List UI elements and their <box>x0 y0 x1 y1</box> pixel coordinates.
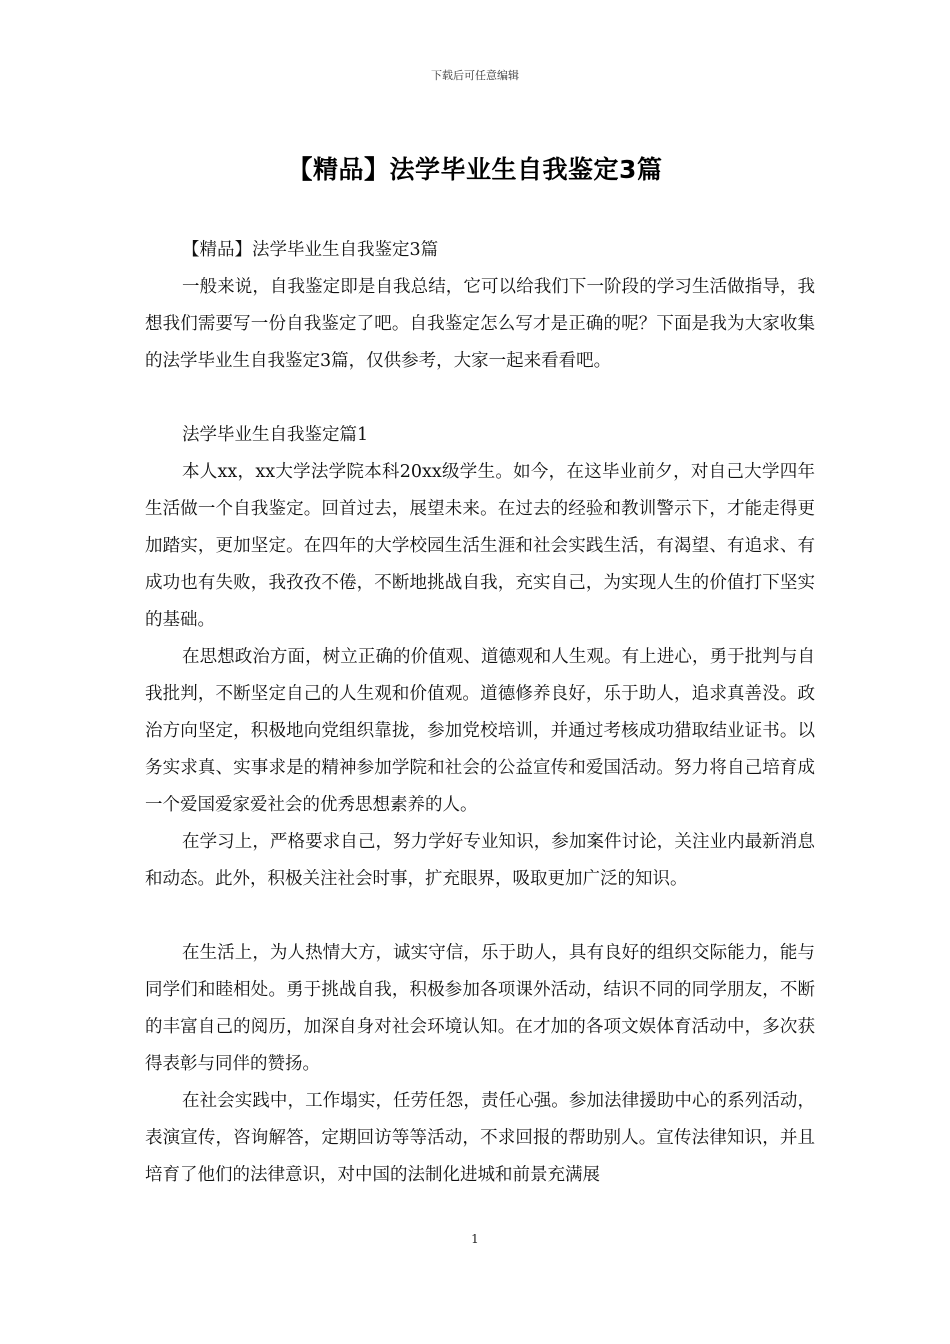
intro-heading: 【精品】法学毕业生自我鉴定3篇 <box>182 240 439 260</box>
blank-line <box>145 898 815 935</box>
section-heading: 法学毕业生自我鉴定篇1 <box>182 425 369 445</box>
intro-paragraph: 一般来说，自我鉴定即是自我总结，它可以给我们下一阶段的学习生活做指导，我想我们需要写一份自我鉴定了吧。自我鉴定怎么写才是正确的呢？下面是我为大家收集的法学毕业生自我鉴定3篇，仅供参考，大家一起来看看吧。 <box>145 277 815 371</box>
document-body <box>145 232 815 1194</box>
body-paragraph: 在学习上，严格要求自己，努力学好专业知识，参加案件讨论，关注业内最新消息和动态。此外，积极关注社会时事，扩充眼界，吸取更加广泛的知识。 <box>145 832 815 889</box>
body-paragraph: 在社会实践中，工作塌实，任劳任怨，责任心强。参加法律援助中心的系列活动，表演宣传，咨询解答，定期回访等等活动，不求回报的帮助别人。宣传法律知识，并且培育了他们的法律意识，对中国的法制化进城和前景充满展 <box>145 1091 815 1185</box>
blank-line <box>145 380 815 417</box>
page-number: 1 <box>471 1232 479 1246</box>
body-paragraph: 在思想政治方面，树立正确的价值观、道德观和人生观。有上进心，勇于批判与自我批判，不断坚定自己的人生观和价值观。道德修养良好，乐于助人，追求真善没。政治方向坚定，积极地向党组织靠拢，参加党校培训，并通过考核成功猎取结业证书。以务实求真、实事求是的精神参加学院和社会的公益宣传和爱国活动。努力将自己培育成一个爱国爱家爱社会的优秀思想素养的人。 <box>145 647 815 815</box>
header-note: 下载后可任意编辑 <box>431 69 519 82</box>
body-paragraph: 本人xx，xx大学法学院本科20xx级学生。如今，在这毕业前夕，对自己大学四年生活做一个自我鉴定。回首过去，展望未来。在过去的经验和教训警示下，才能走得更加踏实，更加坚定。在四年的大学校园生活生涯和社会实践生活，有渴望、有追求、有成功也有失败，我孜孜不倦，不断地挑战自我，充实自己，为实现人生的价值打下坚实的基础。 <box>145 462 815 630</box>
document-title: 【精品】法学毕业生自我鉴定3篇 <box>287 155 663 184</box>
body-paragraph: 在生活上，为人热情大方，诚实守信，乐于助人，具有良好的组织交际能力，能与同学们和睦相处。勇于挑战自我，积极参加各项课外活动，结识不同的同学朋友，不断的丰富自己的阅历，加深自身对社会环境认知。在才加的各项文娱体育活动中，多次获得表彰与同伴的赞扬。 <box>145 943 815 1074</box>
